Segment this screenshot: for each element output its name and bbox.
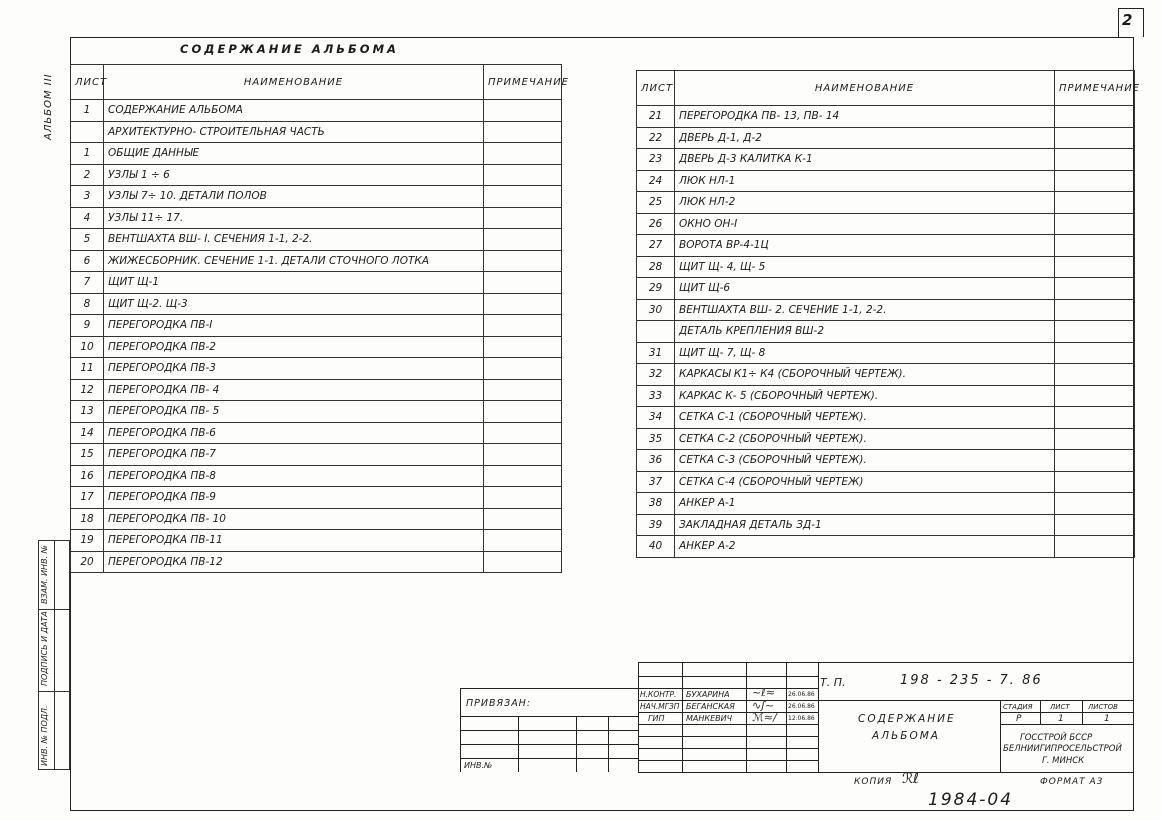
table-row xyxy=(71,272,562,294)
role-2-date: 26.06.86 xyxy=(788,703,815,710)
table-row xyxy=(637,471,1135,493)
sheet-number-cell: 37 xyxy=(637,471,675,493)
table-row xyxy=(637,321,1135,343)
table-row xyxy=(637,428,1135,450)
doc-name-line1: СОДЕРЖАНИЕ xyxy=(858,713,956,725)
item-name-cell: ВЕНТШАХТА ВШ- 2. СЕЧЕНИЕ 1-1, 2-2. xyxy=(675,299,1055,321)
note-cell xyxy=(484,250,562,272)
note-cell xyxy=(1055,149,1135,171)
table-row xyxy=(637,514,1135,536)
table-row xyxy=(71,250,562,272)
org-line2: БЕЛНИИГИПРОСЕЛЬСТРОЙ xyxy=(1003,744,1122,754)
sheet-number-cell: 34 xyxy=(637,407,675,429)
note-cell xyxy=(484,143,562,165)
note-cell xyxy=(484,551,562,573)
contents-body-left xyxy=(71,100,562,573)
note-cell xyxy=(484,315,562,337)
note-cell xyxy=(484,444,562,466)
note-cell xyxy=(1055,213,1135,235)
sheet-number-cell: 26 xyxy=(637,213,675,235)
note-cell xyxy=(1055,407,1135,429)
sheet-number-cell: 15 xyxy=(71,444,104,466)
item-name-cell: ЩИТ Щ-6 xyxy=(675,278,1055,300)
table-row xyxy=(637,493,1135,515)
item-name-cell: ПЕРЕГОРОДКА ПВ- 4 xyxy=(104,379,484,401)
signature-3: ℳ≈/ xyxy=(752,711,777,724)
note-cell xyxy=(484,379,562,401)
item-name-cell: ПЕРЕГОРОДКА ПВ-11 xyxy=(104,530,484,552)
table-row xyxy=(637,536,1135,558)
sheet-number-cell: 40 xyxy=(637,536,675,558)
item-name-cell: КАРКАС К- 5 (СБОРОЧНЫЙ ЧЕРТЕЖ). xyxy=(675,385,1055,407)
sheet-number-cell: 23 xyxy=(637,149,675,171)
table-row xyxy=(637,278,1135,300)
sheet-value: 1 xyxy=(1058,714,1064,724)
item-name-cell: СЕТКА С-1 (СБОРОЧНЫЙ ЧЕРТЕЖ). xyxy=(675,407,1055,429)
note-cell xyxy=(1055,536,1135,558)
item-name-cell: УЗЛЫ 1 ÷ 6 xyxy=(104,164,484,186)
year-stamp: 1984-04 xyxy=(928,790,1014,810)
role-3-date: 12.06.86 xyxy=(788,715,815,722)
item-name-cell: АНКЕР А-2 xyxy=(675,536,1055,558)
sheet-number-cell: 30 xyxy=(637,299,675,321)
sheet-number-cell: 33 xyxy=(637,385,675,407)
org-line1: ГОССТРОЙ БССР xyxy=(1020,733,1093,743)
item-name-cell: ВЕНТШАХТА ВШ- I. СЕЧЕНИЯ 1-1, 2-2. xyxy=(104,229,484,251)
note-cell xyxy=(1055,471,1135,493)
sheet-number-cell: 27 xyxy=(637,235,675,257)
item-name-cell: ЩИТ Щ-2. Щ-3 xyxy=(104,293,484,315)
note-cell xyxy=(484,100,562,122)
table-row xyxy=(71,293,562,315)
signature-1: ~ℓ≈ xyxy=(752,686,775,699)
table-row xyxy=(637,170,1135,192)
table-row xyxy=(637,127,1135,149)
note-cell xyxy=(484,207,562,229)
item-name-cell: ПЕРЕГОРОДКА ПВ- 10 xyxy=(104,508,484,530)
table-row xyxy=(71,401,562,423)
table-row xyxy=(71,207,562,229)
sheet-number-cell: 2 xyxy=(71,164,104,186)
item-name-cell: ЗАКЛАДНАЯ ДЕТАЛЬ ЗД-1 xyxy=(675,514,1055,536)
sheet-number-cell: 4 xyxy=(71,207,104,229)
table-row xyxy=(71,508,562,530)
item-name-cell: ПЕРЕГОРОДКА ПВ-I xyxy=(104,315,484,337)
note-cell xyxy=(484,272,562,294)
table-row xyxy=(71,358,562,380)
stage-value: Р xyxy=(1016,714,1022,724)
sheet-number-cell xyxy=(637,321,675,343)
item-name-cell: УЗЛЫ 11÷ 17. xyxy=(104,207,484,229)
sheet-number-cell: 31 xyxy=(637,342,675,364)
sheet-number-cell: 28 xyxy=(637,256,675,278)
inv-no-label: ИНВ.№ xyxy=(464,761,493,770)
copy-signature: ℛℓ xyxy=(902,771,919,787)
note-cell xyxy=(1055,364,1135,386)
sheet-number-cell: 1 xyxy=(71,143,104,165)
doc-name-line2: АЛЬБОМА xyxy=(872,730,940,742)
sheet-number-cell: 24 xyxy=(637,170,675,192)
note-cell xyxy=(1055,514,1135,536)
table-row xyxy=(71,487,562,509)
item-name-cell: ПЕРЕГОРОДКА ПВ-9 xyxy=(104,487,484,509)
table-row xyxy=(637,450,1135,472)
sheet-number-cell: 17 xyxy=(71,487,104,509)
margin-divider xyxy=(39,691,69,692)
table-row xyxy=(637,342,1135,364)
sheet-number: 2 xyxy=(1122,11,1133,29)
org-line3: Г. МИНСК xyxy=(1042,756,1085,766)
table-row xyxy=(71,315,562,337)
copy-label: КОПИЯ xyxy=(854,777,893,787)
sheet-number-cell: 11 xyxy=(71,358,104,380)
item-name-cell: СЕТКА С-3 (СБОРОЧНЫЙ ЧЕРТЕЖ). xyxy=(675,450,1055,472)
table-row xyxy=(637,407,1135,429)
table-row xyxy=(71,100,562,122)
header-name: НАИМЕНОВАНИЕ xyxy=(104,65,484,100)
contents-table-right xyxy=(636,70,1140,558)
item-name-cell: ПЕРЕГОРОДКА ПВ- 13, ПВ- 14 xyxy=(675,106,1055,128)
note-cell xyxy=(1055,256,1135,278)
item-name-cell: ОКНО ОН-I xyxy=(675,213,1055,235)
note-cell xyxy=(484,186,562,208)
note-cell xyxy=(1055,299,1135,321)
table-row xyxy=(71,465,562,487)
item-name-cell: ОБЩИЕ ДАННЫЕ xyxy=(104,143,484,165)
role-1: Н.КОНТР. xyxy=(640,690,677,699)
role-3-name: МАНКЕВИЧ xyxy=(686,714,733,723)
item-name-cell: ПЕРЕГОРОДКА ПВ- 5 xyxy=(104,401,484,423)
margin-label-sign-date: ПОДПИСЬ И ДАТА xyxy=(40,611,49,686)
table-row xyxy=(71,422,562,444)
header-note: ПРИМЕЧАНИЕ xyxy=(484,65,562,100)
note-cell xyxy=(1055,127,1135,149)
format-label: ФОРМАТ А3 xyxy=(1040,777,1104,787)
table-row xyxy=(71,143,562,165)
sheets-header: ЛИСТОВ xyxy=(1088,703,1118,711)
item-name-cell: ЩИТ Щ- 7, Щ- 8 xyxy=(675,342,1055,364)
note-cell xyxy=(484,530,562,552)
item-name-cell: ДВЕРЬ Д-1, Д-2 xyxy=(675,127,1055,149)
item-name-cell: ПЕРЕГОРОДКА ПВ-12 xyxy=(104,551,484,573)
item-name-cell: ПЕРЕГОРОДКА ПВ-2 xyxy=(104,336,484,358)
sheet-number-cell: 1 xyxy=(71,100,104,122)
contents-table-left xyxy=(70,64,569,573)
header-sheet: ЛИСТ xyxy=(71,65,104,100)
table-row xyxy=(71,530,562,552)
sheet-number-cell: 8 xyxy=(71,293,104,315)
sheet-number-cell: 20 xyxy=(71,551,104,573)
note-cell xyxy=(1055,450,1135,472)
item-name-cell: ПЕРЕГОРОДКА ПВ-8 xyxy=(104,465,484,487)
header-sheet: ЛИСТ xyxy=(637,71,675,106)
album-label: АЛЬБОМ III xyxy=(43,73,54,140)
table-row xyxy=(71,336,562,358)
role-1-name: БУХАРИНА xyxy=(686,690,730,699)
sheet-header: ЛИСТ xyxy=(1050,703,1070,711)
sheet-number-cell: 35 xyxy=(637,428,675,450)
sheet-number-cell: 39 xyxy=(637,514,675,536)
sheets-value: 1 xyxy=(1104,714,1110,724)
tp-label: Т. П. xyxy=(820,676,846,689)
note-cell xyxy=(1055,493,1135,515)
header-note: ПРИМЕЧАНИЕ xyxy=(1055,71,1135,106)
table-row xyxy=(637,213,1135,235)
note-cell xyxy=(484,336,562,358)
table-row xyxy=(71,229,562,251)
sheet-number-cell: 10 xyxy=(71,336,104,358)
sheet-number-cell: 12 xyxy=(71,379,104,401)
table-header-row xyxy=(71,65,562,100)
note-cell xyxy=(484,508,562,530)
item-name-cell: ВОРОТА ВР-4-1Ц xyxy=(675,235,1055,257)
note-cell xyxy=(1055,428,1135,450)
note-cell xyxy=(1055,106,1135,128)
role-3: ГИП xyxy=(648,714,665,723)
note-cell xyxy=(484,121,562,143)
note-cell xyxy=(484,293,562,315)
stage-header: СТАДИЯ xyxy=(1003,703,1033,711)
note-cell xyxy=(484,229,562,251)
item-name-cell: КАРКАСЫ К1÷ К4 (СБОРОЧНЫЙ ЧЕРТЕЖ). xyxy=(675,364,1055,386)
note-cell xyxy=(1055,278,1135,300)
item-name-cell: АНКЕР А-1 xyxy=(675,493,1055,515)
sheet-number-cell: 13 xyxy=(71,401,104,423)
item-name-cell: АРХИТЕКТУРНО- СТРОИТЕЛЬНАЯ ЧАСТЬ xyxy=(104,121,484,143)
sheet-number-cell: 36 xyxy=(637,450,675,472)
item-name-cell: ПЕРЕГОРОДКА ПВ-3 xyxy=(104,358,484,380)
sheet-number-cell: 21 xyxy=(637,106,675,128)
sheet-number-cell: 14 xyxy=(71,422,104,444)
item-name-cell: СЕТКА С-4 (СБОРОЧНЫЙ ЧЕРТЕЖ) xyxy=(675,471,1055,493)
table-row xyxy=(71,186,562,208)
document-code: 198 - 235 - 7. 86 xyxy=(900,673,1043,688)
note-cell xyxy=(1055,321,1135,343)
table-row xyxy=(637,364,1135,386)
item-name-cell: ЩИТ Щ-1 xyxy=(104,272,484,294)
margin-label-replace-inv: ВЗАМ. ИНВ. № xyxy=(40,545,49,604)
privyazan-label: ПРИВЯЗАН: xyxy=(466,698,532,709)
table-row xyxy=(637,192,1135,214)
sheet-number-cell: 32 xyxy=(637,364,675,386)
margin-divider xyxy=(39,609,69,610)
role-2-name: БЕГАНСКАЯ xyxy=(686,702,735,711)
item-name-cell: ПЕРЕГОРОДКА ПВ-6 xyxy=(104,422,484,444)
sheet-number-cell: 7 xyxy=(71,272,104,294)
item-name-cell: СЕТКА С-2 (СБОРОЧНЫЙ ЧЕРТЕЖ). xyxy=(675,428,1055,450)
note-cell xyxy=(484,422,562,444)
table-row xyxy=(637,149,1135,171)
table-row xyxy=(71,551,562,573)
item-name-cell: ЖИЖЕСБОРНИК. СЕЧЕНИЕ 1-1. ДЕТАЛИ СТОЧНОГО ЛОТКА xyxy=(104,250,484,272)
note-cell xyxy=(484,465,562,487)
sheet-number-cell: 5 xyxy=(71,229,104,251)
note-cell xyxy=(1055,385,1135,407)
note-cell xyxy=(1055,170,1135,192)
table-row xyxy=(71,164,562,186)
table-row xyxy=(71,121,562,143)
item-name-cell: ЛЮК НЛ-2 xyxy=(675,192,1055,214)
note-cell xyxy=(1055,342,1135,364)
margin-label-inv-no: ИНВ. № ПОДЛ. xyxy=(40,705,49,766)
role-2: НАЧ.МГЗП xyxy=(640,702,680,711)
table-row xyxy=(637,256,1135,278)
note-cell xyxy=(484,401,562,423)
table-row xyxy=(71,379,562,401)
table-row xyxy=(637,235,1135,257)
note-cell xyxy=(1055,235,1135,257)
item-name-cell: ДЕТАЛЬ КРЕПЛЕНИЯ ВШ-2 xyxy=(675,321,1055,343)
item-name-cell: ПЕРЕГОРОДКА ПВ-7 xyxy=(104,444,484,466)
table-row xyxy=(71,444,562,466)
role-1-date: 26.06.86 xyxy=(788,691,815,698)
sheet-number-cell: 3 xyxy=(71,186,104,208)
sheet-number-cell: 22 xyxy=(637,127,675,149)
table-row xyxy=(637,385,1135,407)
table-row xyxy=(637,106,1135,128)
sheet-number-cell: 19 xyxy=(71,530,104,552)
item-name-cell: СОДЕРЖАНИЕ АЛЬБОМА xyxy=(104,100,484,122)
item-name-cell: УЗЛЫ 7÷ 10. ДЕТАЛИ ПОЛОВ xyxy=(104,186,484,208)
note-cell xyxy=(1055,192,1135,214)
sheet-number-cell: 18 xyxy=(71,508,104,530)
header-name: НАИМЕНОВАНИЕ xyxy=(675,71,1055,106)
sheet-number-cell: 6 xyxy=(71,250,104,272)
note-cell xyxy=(484,358,562,380)
contents-body-right xyxy=(637,106,1135,558)
sheet-number-cell: 16 xyxy=(71,465,104,487)
note-cell xyxy=(484,164,562,186)
sheet-number-cell: 9 xyxy=(71,315,104,337)
contents-title: СОДЕРЖАНИЕ АЛЬБОМА xyxy=(180,42,399,56)
table-row xyxy=(637,299,1135,321)
sheet-number-cell: 38 xyxy=(637,493,675,515)
note-cell xyxy=(484,487,562,509)
sheet-number-cell: 25 xyxy=(637,192,675,214)
item-name-cell: ДВЕРЬ Д-3 КАЛИТКА К-1 xyxy=(675,149,1055,171)
margin-divider xyxy=(54,541,55,769)
item-name-cell: ЛЮК НЛ-1 xyxy=(675,170,1055,192)
sheet-number-cell: 29 xyxy=(637,278,675,300)
table-header-row xyxy=(637,71,1135,106)
signature-2: ∿ʃ~ xyxy=(752,699,775,712)
sheet-number-cell xyxy=(71,121,104,143)
item-name-cell: ЩИТ Щ- 4, Щ- 5 xyxy=(675,256,1055,278)
